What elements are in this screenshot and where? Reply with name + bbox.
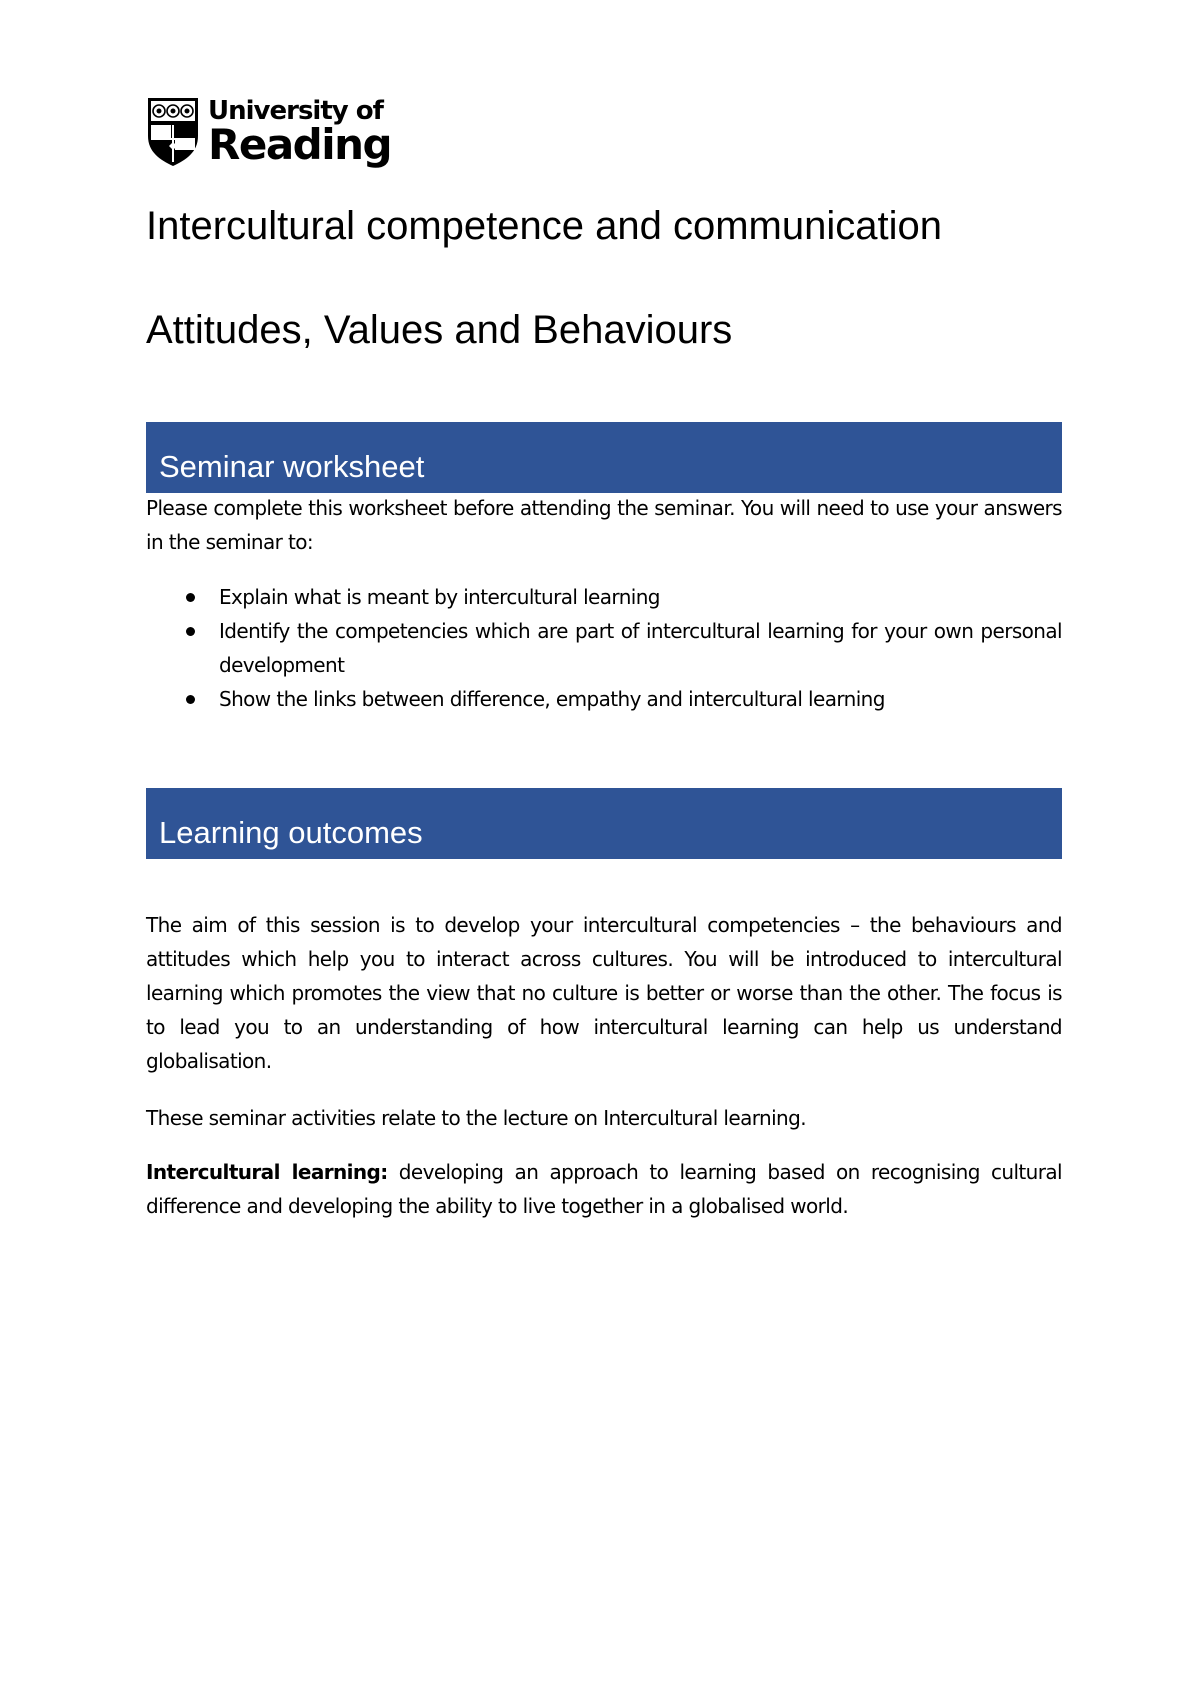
bullet-icon — [186, 695, 195, 704]
document-subtitle: Attitudes, Values and Behaviours — [146, 308, 733, 352]
section-heading-learning-outcomes — [146, 788, 1062, 859]
outcomes-aim-paragraph: The aim of this session is to develop your intercultural competencies – the behaviours and attitudes which help you to interact across cultures. You will be introduced to intercultural learning which promotes the view that no culture is better or worse than the other. The focus is to lead you to an understanding of how intercultural learning can help us understand globalisation. — [146, 913, 1062, 1073]
outcomes-lecture-paragraph: These seminar activities relate to the lecture on Intercultural learning. — [146, 1106, 806, 1130]
section-heading-seminar-worksheet — [146, 422, 1062, 493]
university-logo — [146, 96, 391, 168]
document-title: Intercultural competence and communication — [146, 204, 942, 248]
list-item — [146, 614, 1062, 682]
list-item — [146, 682, 1062, 716]
list-item-text: Show the links between difference, empathy and intercultural learning — [219, 687, 885, 711]
list-item-text: Identify the competencies which are part of intercultural learning for your own personal development — [219, 619, 1062, 677]
section-heading-text: Seminar worksheet — [159, 449, 425, 484]
university-crest-icon — [146, 96, 200, 168]
worksheet-bullet-list — [146, 580, 1062, 716]
bullet-icon — [186, 593, 195, 602]
list-item — [146, 580, 1062, 614]
bullet-icon — [186, 627, 195, 636]
worksheet-intro-paragraph: Please complete this worksheet before attending the seminar. You will need to use your answers in the seminar to: — [146, 496, 1062, 554]
logo-text-university-of: University of — [208, 96, 383, 126]
definition-term: Intercultural learning: — [146, 1160, 388, 1184]
logo-text-reading: Reading — [208, 120, 392, 169]
section-heading-text: Learning outcomes — [159, 815, 423, 850]
definition-paragraph — [146, 1155, 1062, 1223]
definition-text: developing an approach to learning based on recognising cultural difference and developing the ability to live together in a globalised world. — [146, 1160, 1062, 1218]
list-item-text: Explain what is meant by intercultural learning — [219, 585, 660, 609]
